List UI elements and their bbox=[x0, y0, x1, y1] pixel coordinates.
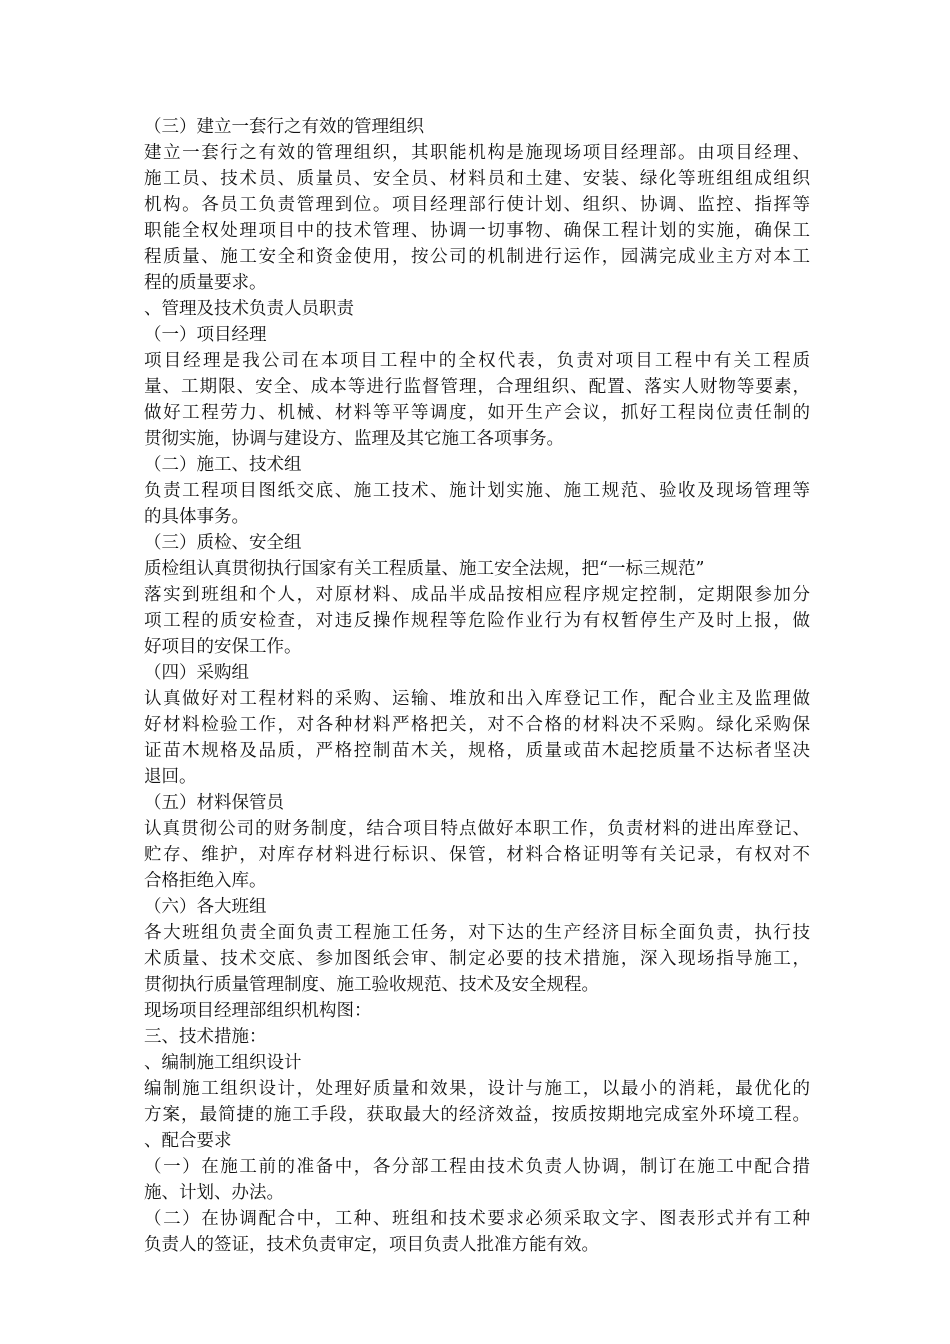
text-line: 三、技术措施： bbox=[144, 1027, 267, 1047]
text-line: （二）施工、技术组 bbox=[144, 455, 302, 475]
text-line: 、配合要求 bbox=[144, 1131, 232, 1151]
text-line: （六）各大班组 bbox=[144, 897, 267, 917]
text-line: 量、工期限、安全、成本等进行监督管理，合理组织、配置、落实人财物等要素， bbox=[144, 377, 810, 397]
text-line: 、管理及技术负责人员职责 bbox=[144, 299, 354, 319]
text-line: 做好工程劳力、机械、材料等平等调度，如开生产会议，抓好工程岗位责任制的 bbox=[144, 403, 810, 423]
text-line: （四）采购组 bbox=[144, 663, 249, 683]
text-line: 好项目的安保工作。 bbox=[144, 637, 302, 657]
text-line: 负责人的签证，技术负责审定，项目负责人批准方能有效。 bbox=[144, 1235, 599, 1255]
text-line: 建立一套行之有效的管理组织，其职能机构是施现场项目经理部。由项目经理、 bbox=[144, 143, 810, 163]
text-line: 职能全权处理项目中的技术管理、协调一切事物、确保工程计划的实施，确保工 bbox=[144, 221, 810, 241]
text-line: 认真贯彻公司的财务制度，结合项目特点做好本职工作，负责材料的进出库登记、 bbox=[144, 819, 810, 839]
text-line: （二）在协调配合中，工种、班组和技术要求必须采取文字、图表形式并有工种 bbox=[144, 1209, 810, 1229]
text-line: （五）材料保管员 bbox=[144, 793, 284, 813]
text-line: 合格拒绝入库。 bbox=[144, 871, 267, 891]
text-line: 贯彻实施，协调与建设方、监理及其它施工各项事务。 bbox=[144, 429, 564, 449]
text-line: 方案，最简捷的施工手段，获取最大的经济效益，按质按期地完成室外环境工程。 bbox=[144, 1105, 810, 1125]
text-line: 项目经理是我公司在本项目工程中的全权代表，负责对项目工程中有关工程质 bbox=[144, 351, 810, 371]
text-line: 施、计划、办法。 bbox=[144, 1183, 284, 1203]
text-line: 认真做好对工程材料的采购、运输、堆放和出入库登记工作，配合业主及监理做 bbox=[144, 689, 810, 709]
text-line: （三）建立一套行之有效的管理组织 bbox=[144, 117, 424, 137]
text-line: 质检组认真贯彻执行国家有关工程质量、施工安全法规，把“一标三规范” bbox=[144, 559, 705, 579]
text-line: 项工程的质安检查，对违反操作规程等危险作业行为有权暂停生产及时上报，做 bbox=[144, 611, 810, 631]
text-line: （一）项目经理 bbox=[144, 325, 267, 345]
text-line: 术质量、技术交底、参加图纸会审、制定必要的技术措施，深入现场指导施工， bbox=[144, 949, 810, 969]
document-page bbox=[144, 114, 810, 1258]
text-line: 机构。各员工负责管理到位。项目经理部行使计划、组织、协调、监控、指挥等 bbox=[144, 195, 810, 215]
text-line: 贮存、维护，对库存材料进行标识、保管，材料合格证明等有关记录，有权对不 bbox=[144, 845, 810, 865]
text-line: 好材料检验工作，对各种材料严格把关，对不合格的材料决不采购。绿化采购保 bbox=[144, 715, 810, 735]
text-line: （三）质检、安全组 bbox=[144, 533, 302, 553]
text-line: 证苗木规格及品质，严格控制苗木关，规格，质量或苗木起挖质量不达标者坚决 bbox=[144, 741, 810, 761]
text-line: 、编制施工组织设计 bbox=[144, 1053, 302, 1073]
text-line: 落实到班组和个人，对原材料、成品半成品按相应程序规定控制，定期限参加分 bbox=[144, 585, 810, 605]
text-line: 现场项目经理部组织机构图： bbox=[144, 1001, 372, 1021]
text-line: 程质量、施工安全和资金使用，按公司的机制进行运作，园满完成业主方对本工 bbox=[144, 247, 810, 267]
text-line: 的具体事务。 bbox=[144, 507, 249, 527]
text-line: 施工员、技术员、质量员、安全员、材料员和土建、安装、绿化等班组组成组织 bbox=[144, 169, 810, 189]
text-line: 贯彻执行质量管理制度、施工验收规范、技术及安全规程。 bbox=[144, 975, 599, 995]
text-line: 负责工程项目图纸交底、施工技术、施计划实施、施工规范、验收及现场管理等 bbox=[144, 481, 810, 501]
text-line: 各大班组负责全面负责工程施工任务，对下达的生产经济目标全面负责，执行技 bbox=[144, 923, 810, 943]
text-line: 编制施工组织设计，处理好质量和效果，设计与施工，以最小的消耗，最优化的 bbox=[144, 1079, 810, 1099]
text-line: 程的质量要求。 bbox=[144, 273, 267, 293]
text-line: （一）在施工前的准备中，各分部工程由技术负责人协调，制订在施工中配合措 bbox=[144, 1157, 810, 1177]
text-line: 退回。 bbox=[144, 767, 197, 787]
